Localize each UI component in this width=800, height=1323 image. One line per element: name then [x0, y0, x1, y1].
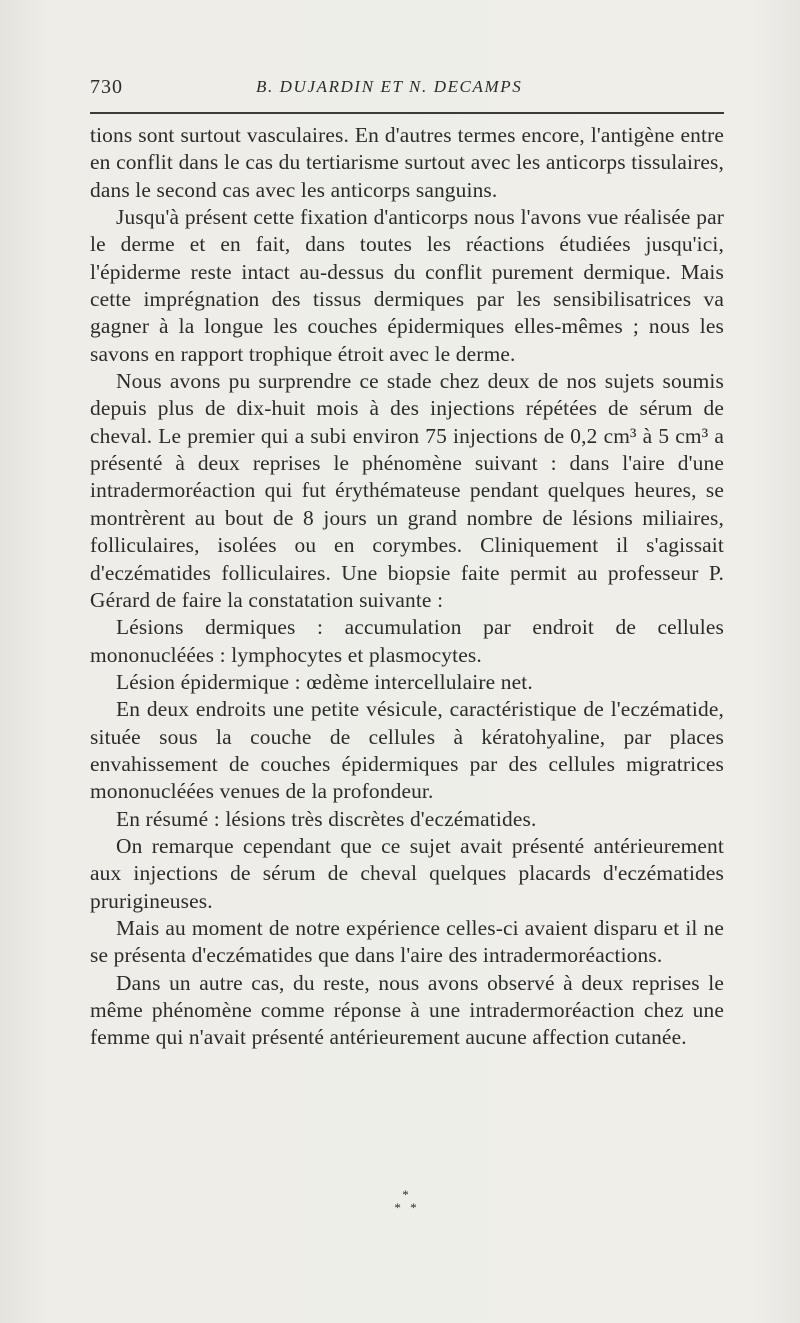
paragraph: tions sont surtout vasculaires. En d'autres termes encore, l'antigène entre en conflit dans le cas du tertiarisme surtout avec les anticorps tissulaires, dans le second cas avec les anticorps sanguins.: [90, 123, 724, 202]
paragraph: Lésion épidermique : œdème intercellulaire net.: [116, 669, 533, 694]
page-number: 730: [90, 76, 123, 98]
paragraph: Lésions dermiques : accumulation par endroit de cellules mononucléées : lymphocytes et plasmocytes.: [90, 615, 724, 667]
paragraph: Dans un autre cas, du reste, nous avons observé à deux reprises le même phénomène comme réponse à une intradermoréaction chez une femme qui n'avait présenté antérieurement aucune affection cutanée.: [90, 970, 724, 1050]
paragraph: Jusqu'à présent cette fixation d'anticorps nous l'avons vue réalisée par le derme et en fait, dans toutes les réactions étudiées jusqu'ici, l'épiderme reste intact au-dessus du conflit purement dermique. Mais cette imprégnation des tissus dermiques par les sensibilisatrices va gagner à la longue les couches épidermiques elles-mêmes ; nous les savons en rapport trophique étroit avec le derme.: [90, 205, 724, 366]
paragraph: Nous avons pu surprendre ce stade chez deux de nos sujets soumis depuis plus de dix-huit mois à des injections répétées de sérum de cheval. Le premier qui a subi environ 75 injections de 0,2 cm³ à 5 cm³ a présenté à deux reprises le phénomène suivant : dans l'aire d'une intradermoréaction qui fut érythémateuse pendant quelques heures, se montrèrent au bout de 8 jours un grand nombre de lésions miliaires, folliculaires, isolées ou en corymbes. Cliniquement il s'agissait d'eczématides folliculaires. Une biopsie faite permit au professeur P. Gérard de faire la constatation suivante :: [90, 369, 724, 612]
paragraph: En résumé : lésions très discrètes d'eczématides.: [116, 806, 537, 831]
header-rule: [90, 112, 724, 114]
body-text: [90, 122, 724, 1052]
asterism-bottom: * *: [394, 1200, 420, 1215]
running-head: B. DUJARDIN ET N. DECAMPS: [256, 77, 523, 96]
asterism-top: *: [402, 1187, 412, 1202]
page-header: [90, 76, 724, 102]
paragraph: En deux endroits une petite vésicule, caractéristique de l'eczématide, située sous la couche de cellules à kératohyaline, par places envahissement de couches épidermiques par des cellules migratrices mononucléées venues de la profondeur.: [90, 697, 724, 804]
paragraph: Mais au moment de notre expérience celles-ci avaient disparu et il ne se présenta d'eczématides que dans l'aire des intradermoréactions.: [90, 915, 724, 968]
paragraph: On remarque cependant que ce sujet avait présenté antérieurement aux injections de sérum de cheval quelques placards d'eczématides prurigineuses.: [90, 833, 724, 913]
section-asterism: [392, 1188, 422, 1214]
